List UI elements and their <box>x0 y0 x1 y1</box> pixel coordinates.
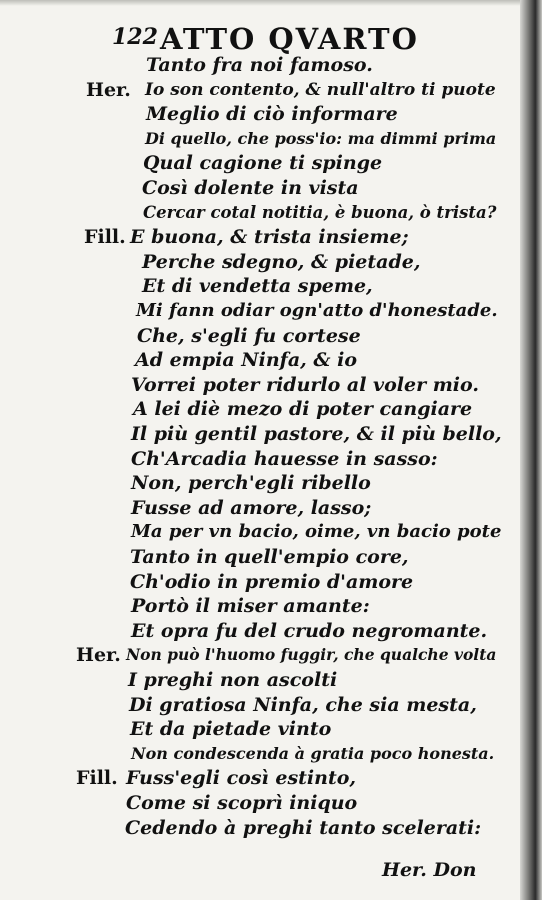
verse-line: Fusse ad amore, lasso; <box>131 497 372 519</box>
catchword: Her. Don <box>382 859 477 881</box>
speaker-label: Her. <box>86 79 131 101</box>
verse-line: Mi fann odiar ogn'atto d'honestade. <box>136 300 498 321</box>
verse-line: Ma per vn bacio, oime, vn bacio pote <box>131 521 502 542</box>
verse-line: Come si scoprì iniquo <box>126 792 358 814</box>
verse-line: Ch'odio in premio d'amore <box>130 571 414 593</box>
verse-line: Così dolente in vista <box>142 177 359 199</box>
verse-line: Et opra fu del crudo negromante. <box>131 620 488 642</box>
verse-line: Ad empia Ninfa, & io <box>135 349 358 371</box>
verse-line: Fuss'egli così estinto, <box>126 767 357 789</box>
verse-line: Non, perch'egli ribello <box>131 472 371 494</box>
running-title: ATTO QVARTO <box>160 22 419 56</box>
verse-line: Non può l'huomo fuggir, che qualche volta <box>126 645 497 664</box>
page-number: 122 <box>112 24 158 50</box>
verse-line: Meglio di ciò informare <box>146 103 398 125</box>
verse-line: Ch'Arcadia hauesse in sasso: <box>131 448 438 470</box>
page-top-edge <box>0 0 520 6</box>
book-gutter <box>520 0 542 900</box>
verse-line: Non condescenda à gratia poco honesta. <box>131 744 495 763</box>
speaker-label: Her. <box>76 644 121 666</box>
verse-line: Di quello, che poss'io: ma dimmi prima <box>145 129 497 148</box>
verse-line: Portò il miser amante: <box>131 595 370 617</box>
verse-line: Il più gentil pastore, & il più bello, <box>131 423 502 445</box>
verse-line: Di gratiosa Ninfa, che sia mesta, <box>129 694 477 716</box>
verse-line: Vorrei poter ridurlo al voler mio. <box>131 374 479 396</box>
verse-line: Qual cagione ti spinge <box>143 152 383 174</box>
speaker-label: Fill. <box>76 767 118 789</box>
speaker-label: Fill. <box>84 226 126 248</box>
verse-line: A lei diè mezo di poter cangiare <box>133 398 473 420</box>
verse-line: E buona, & trista insieme; <box>130 226 409 248</box>
verse-line: Et da pietade vinto <box>130 718 332 740</box>
verse-line: Perche sdegno, & pietade, <box>142 251 421 273</box>
verse-line: Cercar cotal notitia, è buona, ò trista? <box>143 203 497 222</box>
verse-line: Tanto in quell'empio core, <box>130 546 409 568</box>
verse-line: Che, s'egli fu cortese <box>137 325 361 347</box>
verse-line: Cedendo à preghi tanto scelerati: <box>125 817 482 839</box>
verse-line: Et di vendetta speme, <box>142 275 373 297</box>
verse-line: Tanto fra noi famoso. <box>146 54 373 76</box>
verse-line: I preghi non ascolti <box>128 669 338 691</box>
verse-line: Io son contento, & null'altro ti puote <box>145 80 496 100</box>
